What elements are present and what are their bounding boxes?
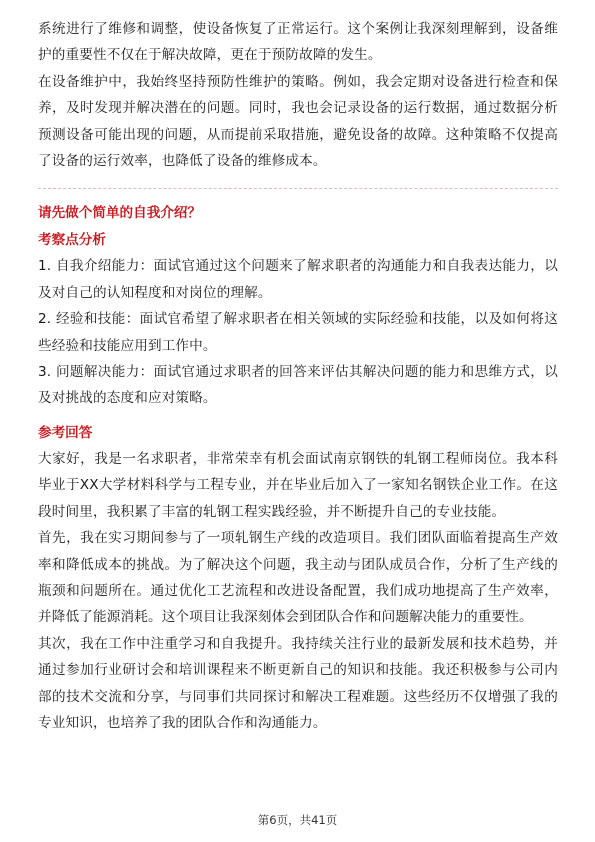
answer-paragraph: 大家好，我是一名求职者，非常荣幸有机会面试南京钢铁的轧钢工程师岗位。我本科毕业于XX大学材料科学与工程专业，并在毕业后加入了一家知名钢铁企业工作。在这段时间里，我积累了丰富的轧钢工程实践经验，并不断提升自己的专业技能。: [38, 450, 558, 520]
body-paragraph: 在设备维护中，我始终坚持预防性维护的策略。例如，我会定期对设备进行检查和保养，及时发现并解决潜在的问题。同时，我也会记录设备的运行数据，通过数据分析预测设备可能出现的问题，从而提前采取措施，避免设备的故障。这种策略不仅提高了设备的运行效率，也降低了设备的维修成本。: [38, 73, 558, 170]
answer-paragraph: 首先，我在实习期间参与了一项轧钢生产线的改造项目。我们团队面临着提高生产效率和降低成本的挑战。为了解决这个问题，我主动与团队成员合作，分析了生产线的瓶颈和问题所在。通过优化工艺流程和改进设备配置，我们成功地提高了生产效率，并降低了能源消耗。这个项目让我深刻体会到团队合作和问题解决能力的重要性。: [38, 530, 558, 626]
question-title: 请先做个简单的自我介绍？: [38, 205, 202, 222]
analysis-item: 3. 问题解决能力：面试官通过求职者的回答来评估其解决问题的能力和思维方式，以及对挑战的态度和应对策略。: [38, 364, 558, 407]
page-number: 第6页，共41页: [257, 813, 338, 827]
analysis-heading: 考察点分析: [38, 232, 106, 249]
document-page: [38, 16, 558, 736]
answer-heading: 参考回答: [38, 424, 93, 441]
analysis-item: 2. 经验和技能：面试官希望了解求职者在相关领域的实际经验和技能，以及如何将这些经验和技能应用到工作中。: [38, 311, 558, 354]
analysis-item: 1. 自我介绍能力：面试官通过这个问题来了解求职者的沟通能力和自我表达能力，以及对自己的认知程度和对岗位的理解。: [38, 258, 558, 301]
body-paragraph: 系统进行了维修和调整，使设备恢复了正常运行。这个案例让我深刻理解到，设备维护的重要性不仅在于解决故障，更在于预防故障的发生。: [38, 21, 558, 64]
answer-paragraph: 其次，我在工作中注重学习和自我提升。我持续关注行业的最新发展和技术趋势，并通过参加行业研讨会和培训课程来不断更新自己的知识和技能。我还积极参与公司内部的技术交流和分享，与同事们共同探讨和解决工程难题。这些经历不仅增强了我的专业知识，也培养了我的团队合作和沟通能力。: [38, 635, 558, 731]
section-divider: [38, 188, 558, 189]
spacer: [38, 412, 558, 420]
